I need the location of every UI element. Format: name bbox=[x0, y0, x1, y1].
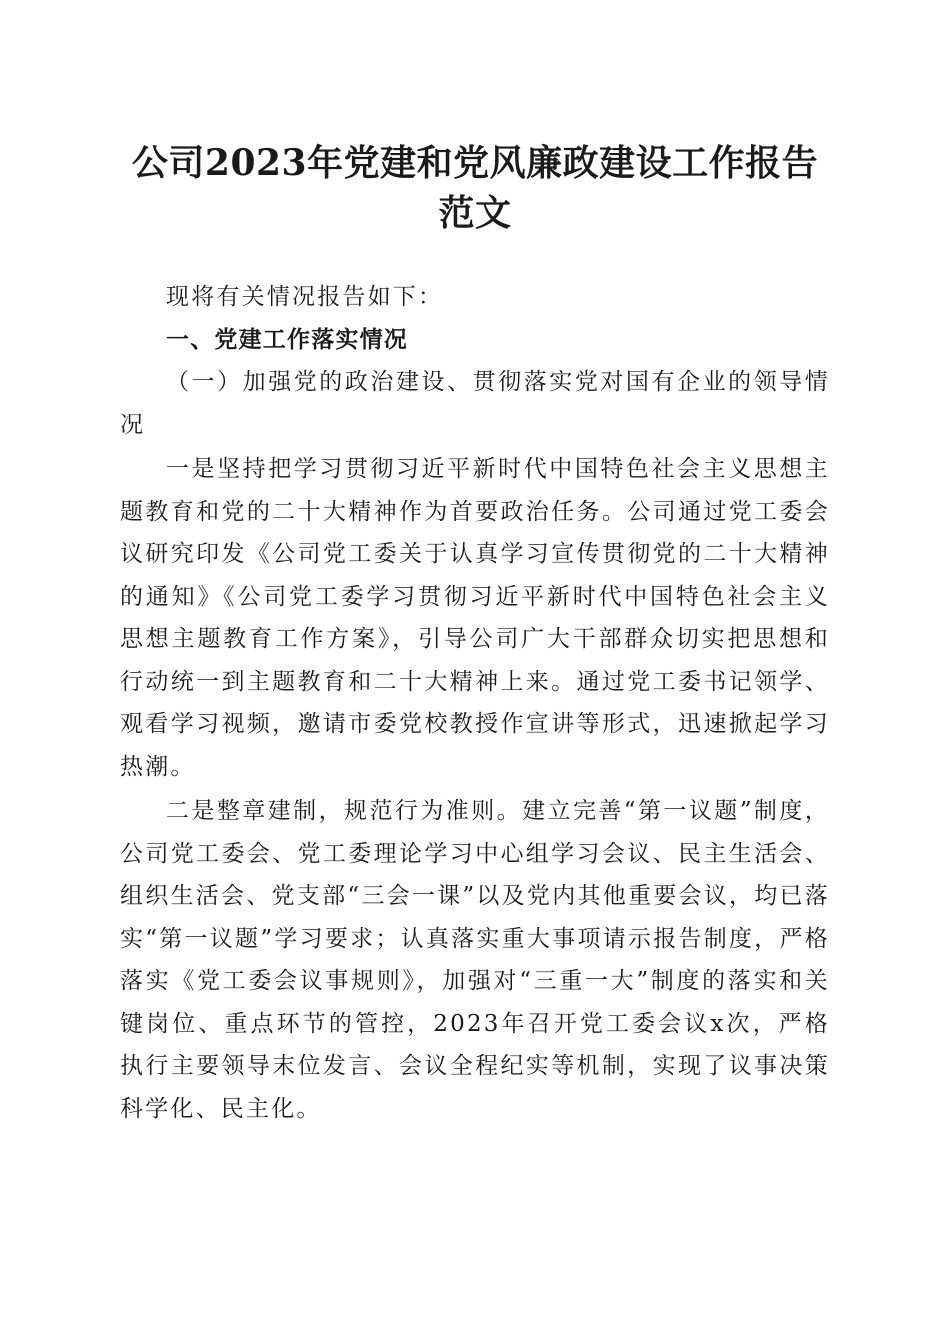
body-paragraph-2: 二是整章建制，规范行为准则。建立完善“第一议题”制度，公司党工委会、党工委理论学习中心组学习会议、民主生活会、组织生活会、党支部“三会一课”以及党内其他重要会议，均已落实“第一议题”学习要求；认真落实重大事项请示报告制度，严格落实《党工委会议事规则》，加强对“三重一大”制度的落实和关键岗位、重点环节的管控，2023年召开党工委会议x次，严格执行主要领导末位发言、会议全程纪实等机制，实现了议事决策科学化、民主化。 bbox=[120, 798, 830, 1122]
section-heading: 一、党建工作落实情况 bbox=[166, 326, 408, 353]
body-paragraph-1: 一是坚持把学习贯彻习近平新时代中国特色社会主义思想主题教育和党的二十大精神作为首要政治任务。公司通过党工委会议研究印发《公司党工委关于认真学习宣传贯彻党的二十大精神的通知》《公司党工委学习贯彻习近平新时代中国特色社会主义思想主题教育工作方案》，引导公司广大干部群众切实把思想和行动统一到主题教育和二十大精神上来。通过党工委书记领学、观看学习视频，邀请市委党校教授作宣讲等形式，迅速掀起学习热潮。 bbox=[120, 456, 830, 780]
intro-paragraph: 现将有关情况报告如下： bbox=[166, 284, 444, 310]
document-title: 公司2023年党建和党风廉政建设工作报告范文 bbox=[131, 142, 819, 234]
document-body bbox=[120, 276, 830, 1130]
subsection-heading: （一）加强党的政治建设、贯彻落实党对国有企业的领导情况 bbox=[120, 369, 830, 438]
